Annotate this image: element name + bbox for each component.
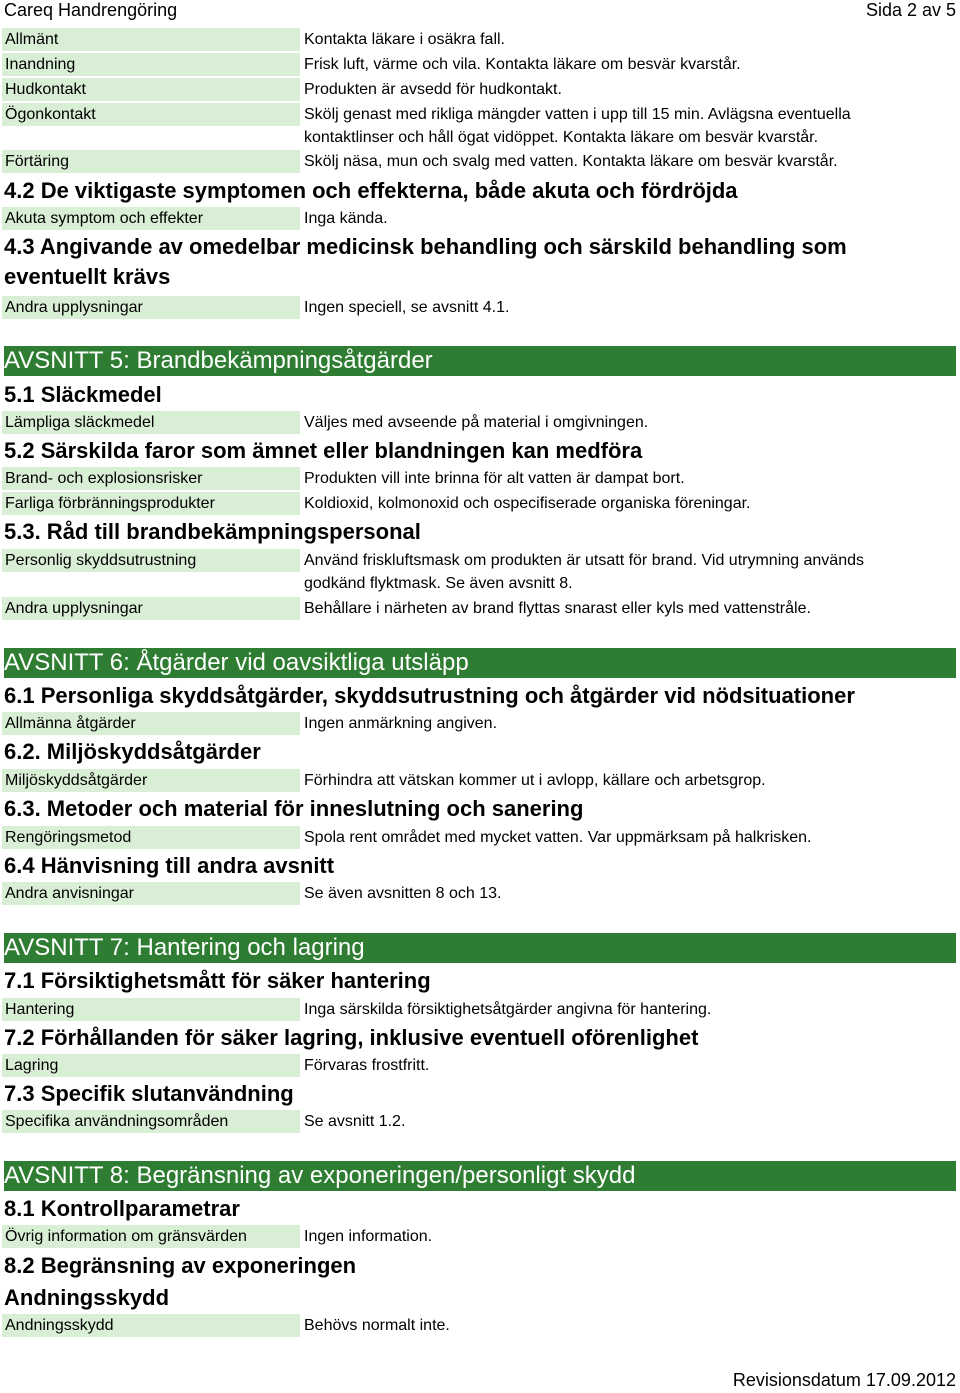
row-label: Rengöringsmetod — [2, 826, 300, 849]
page-number: Sida 2 av 5 — [865, 0, 956, 20]
row-value: Skölj näsa, mun och svalg med vatten. Kontakta läkare om besvär kvarstår. — [304, 153, 838, 170]
row-value: Se avsnitt 1.2. — [304, 1113, 406, 1130]
row-label: Akuta symptom och effekter — [2, 207, 300, 230]
row-label: Inandning — [2, 53, 300, 76]
section-title-band: AVSNITT 5: Brandbekämpningsåtgärder — [4, 346, 956, 376]
row-value: Ingen anmärkning angiven. — [304, 715, 498, 732]
row-value: Kontakta läkare i osäkra fall. — [304, 31, 505, 48]
row-label: Hudkontakt — [2, 78, 300, 101]
row-value: Ingen information. — [304, 1228, 433, 1245]
row-label: Allmänna åtgärder — [2, 712, 300, 735]
subsection-title: 7.1 Försiktighetsmått för säker hantering — [4, 968, 431, 993]
subsection-title: 5.2 Särskilda faror som ämnet eller blandningen kan medföra — [4, 438, 643, 463]
row-value: Behövs normalt inte. — [304, 1317, 450, 1334]
row-value: Väljes med avseende på material i omgivningen. — [304, 414, 649, 431]
page-header — [0, 0, 960, 24]
subsection-title: 4.2 De viktigaste symptomen och effekterna, både akuta och fördröjda — [4, 178, 738, 203]
revision-date: Revisionsdatum 17.09.2012 — [732, 1370, 956, 1390]
row-label: Andra anvisningar — [2, 882, 300, 905]
subsection-title: 5.1 Släckmedel — [4, 382, 162, 407]
row-label: Lagring — [2, 1054, 300, 1077]
section-title-band: AVSNITT 8: Begränsning av exponeringen/personligt skydd — [4, 1161, 956, 1191]
row-value: Inga kända. — [304, 210, 388, 227]
subsection-title: 8.2 Begränsning av exponeringen — [4, 1253, 357, 1278]
row-value: Spola rent området med mycket vatten. Var uppmärksam på halkrisken. — [304, 829, 812, 846]
row-value: Koldioxid, kolmonoxid och ospecifiserade organiska föreningar. — [304, 495, 751, 512]
row-label: Andningsskydd — [2, 1314, 300, 1337]
subsection-title: 6.1 Personliga skyddsåtgärder, skyddsutrustning och åtgärder vid nödsituationer — [4, 683, 855, 708]
subsection-title: 8.1 Kontrollparametrar — [4, 1196, 240, 1221]
row-value: Frisk luft, värme och vila. Kontakta läkare om besvär kvarstår. — [304, 56, 741, 73]
row-value: Ingen speciell, se avsnitt 4.1. — [304, 299, 510, 316]
row-value: Förvaras frostfritt. — [304, 1057, 430, 1074]
product-name: Careq Handrengöring — [4, 0, 178, 20]
subsection-title: 5.3. Råd till brandbekämpningspersonal — [4, 519, 421, 544]
row-value: Skölj genast med rikliga mängder vatten i upp till 15 min. Avlägsna eventuella kontaktlinser och håll ögat vidöppet. Kontakta läkare om besvär kvarstår. — [304, 106, 851, 146]
row-label: Specifika användningsområden — [2, 1110, 300, 1133]
subsection-title: 7.3 Specifik slutanvändning — [4, 1081, 294, 1106]
row-label: Lämpliga släckmedel — [2, 411, 300, 434]
row-label: Farliga förbränningsprodukter — [2, 492, 300, 515]
row-label: Brand- och explosionsrisker — [2, 467, 300, 490]
row-value: Behållare i närheten av brand flyttas snarast eller kyls med vattenstråle. — [304, 600, 811, 617]
section-title-band: AVSNITT 6: Åtgärder vid oavsiktliga utsläpp — [4, 648, 956, 678]
row-value: Se även avsnitten 8 och 13. — [304, 885, 502, 902]
row-value: Inga särskilda försiktighetsåtgärder angivna för hantering. — [304, 1001, 712, 1018]
row-label: Ögonkontakt — [2, 103, 300, 126]
row-label: Hantering — [2, 998, 300, 1021]
row-value: Produkten vill inte brinna för alt vatten är dampat bort. — [304, 470, 685, 487]
row-label: Andra upplysningar — [2, 597, 300, 620]
subsection-title: 6.2. Miljöskyddsåtgärder — [4, 739, 261, 764]
row-label: Andra upplysningar — [2, 296, 300, 319]
subsection-title: 7.2 Förhållanden för säker lagring, inklusive eventuell oförenlighet — [4, 1025, 699, 1050]
row-value: Produkten är avsedd för hudkontakt. — [304, 81, 562, 98]
row-label: Övrig information om gränsvärden — [2, 1225, 300, 1248]
row-value: Förhindra att vätskan kommer ut i avlopp, källare och arbetsgrop. — [304, 772, 766, 789]
subsection-title: 4.3 Angivande av omedelbar medicinsk behandling och särskild behandling som eventuellt krävs — [4, 234, 847, 289]
row-label: Allmänt — [2, 28, 300, 51]
row-label: Miljöskyddsåtgärder — [2, 769, 300, 792]
row-label: Personlig skyddsutrustning — [2, 549, 300, 572]
subsection-title: 6.4 Hänvisning till andra avsnitt — [4, 853, 335, 878]
section-title-band: AVSNITT 7: Hantering och lagring — [4, 933, 956, 963]
subsection-subtitle: Andningsskydd — [4, 1285, 170, 1310]
subsection-title: 6.3. Metoder och material för inneslutning och sanering — [4, 796, 584, 821]
row-value: Använd friskluftsmask om produkten är utsatt för brand. Vid utrymning används godkänd flyktmask. Se även avsnitt 8. — [304, 552, 864, 592]
row-label: Förtäring — [2, 150, 300, 173]
